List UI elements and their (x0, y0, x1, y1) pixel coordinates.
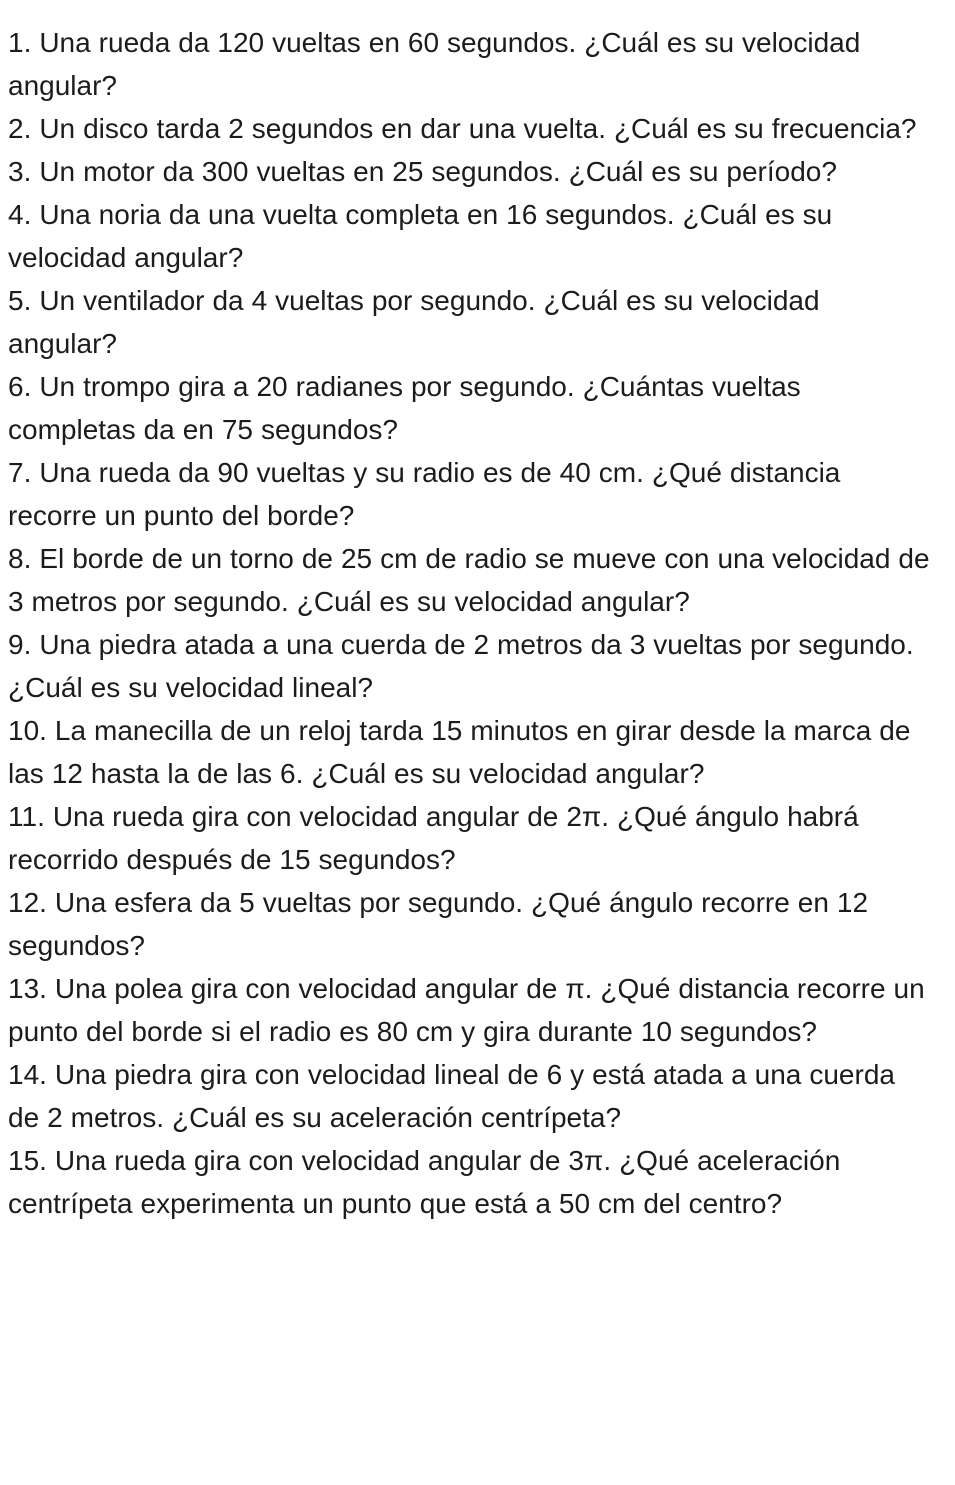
problem-4: 4. Una noria da una vuelta completa en 16 segundos. ¿Cuál es su velocidad angular? (8, 199, 833, 273)
problem-5: 5. Un ventilador da 4 vueltas por segundo. ¿Cuál es su velocidad angular? (8, 285, 820, 359)
problem-14: 14. Una piedra gira con velocidad lineal de 6 y está atada a una cuerda de 2 metros. ¿Cuál es su aceleración centrípeta? (8, 1059, 895, 1133)
problem-10: 10. La manecilla de un reloj tarda 15 minutos en girar desde la marca de las 12 hasta la de las 6. ¿Cuál es su velocidad angular? (8, 715, 911, 789)
problem-15: 15. Una rueda gira con velocidad angular de 3π. ¿Qué aceleración centrípeta experimenta un punto que está a 50 cm del centro? (8, 1145, 841, 1219)
problem-2: 2. Un disco tarda 2 segundos en dar una vuelta. ¿Cuál es su frecuencia? (8, 113, 917, 144)
problem-6: 6. Un trompo gira a 20 radianes por segundo. ¿Cuántas vueltas completas da en 75 segundos? (8, 371, 801, 445)
problem-11: 11. Una rueda gira con velocidad angular de 2π. ¿Qué ángulo habrá recorrido después de 15 segundos? (8, 801, 859, 875)
problem-8: 8. El borde de un torno de 25 cm de radio se mueve con una velocidad de 3 metros por segundo. ¿Cuál es su velocidad angular? (8, 543, 930, 617)
problem-7: 7. Una rueda da 90 vueltas y su radio es de 40 cm. ¿Qué distancia recorre un punto del borde? (8, 457, 841, 531)
problem-1: 1. Una rueda da 120 vueltas en 60 segundos. ¿Cuál es su velocidad angular? (8, 27, 861, 101)
problem-list (8, 21, 933, 1225)
problem-13: 13. Una polea gira con velocidad angular de π. ¿Qué distancia recorre un punto del borde si el radio es 80 cm y gira durante 10 segundos? (8, 973, 925, 1047)
problem-3: 3. Un motor da 300 vueltas en 25 segundos. ¿Cuál es su período? (8, 156, 837, 187)
problem-12: 12. Una esfera da 5 vueltas por segundo. ¿Qué ángulo recorre en 12 segundos? (8, 887, 869, 961)
problem-9: 9. Una piedra atada a una cuerda de 2 metros da 3 vueltas por segundo. ¿Cuál es su velocidad lineal? (8, 629, 914, 703)
